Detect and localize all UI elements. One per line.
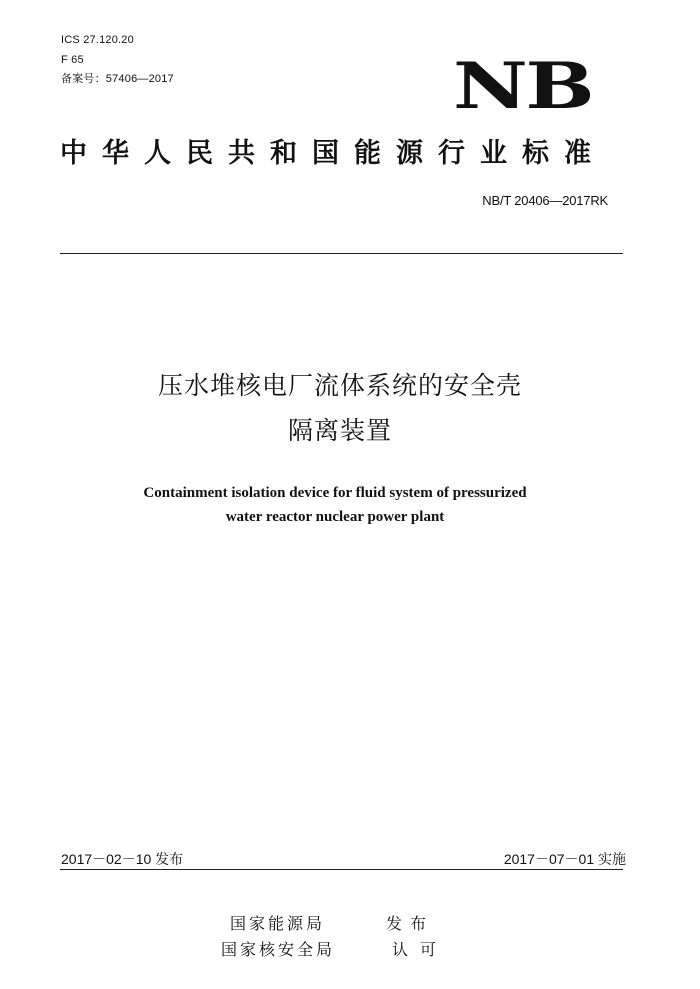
standard-number: NB/T 20406—2017RK (482, 193, 608, 208)
english-title-line-2: water reactor nuclear power plant (225, 509, 445, 525)
issue-date: 2017－02－10 发布 (61, 851, 184, 867)
approving-authority: 国家核安全局 (221, 940, 336, 959)
ics-code: ICS 27.120.20 (61, 34, 134, 46)
ccs-code: F 65 (61, 54, 84, 66)
issuing-action: 发布 (386, 914, 435, 933)
chinese-title-line-1: 压水堆核电厂流体系统的安全壳 (157, 371, 522, 400)
issuing-authority: 国家能源局 (230, 914, 326, 933)
nb-logo: NB (453, 49, 592, 124)
approving-action: 认可 (392, 940, 449, 959)
chinese-title-line-2: 隔离装置 (287, 416, 392, 445)
top-divider (60, 253, 623, 254)
english-title-line-1: Containment isolation device for fluid system of pressurized (143, 485, 527, 501)
bottom-divider (60, 869, 623, 870)
implementation-date: 2017－07－01 实施 (503, 851, 626, 867)
filing-number: 备案号：57406—2017 (61, 73, 174, 85)
standard-classification: 中华人民共和国能源行业标准 (60, 138, 606, 169)
